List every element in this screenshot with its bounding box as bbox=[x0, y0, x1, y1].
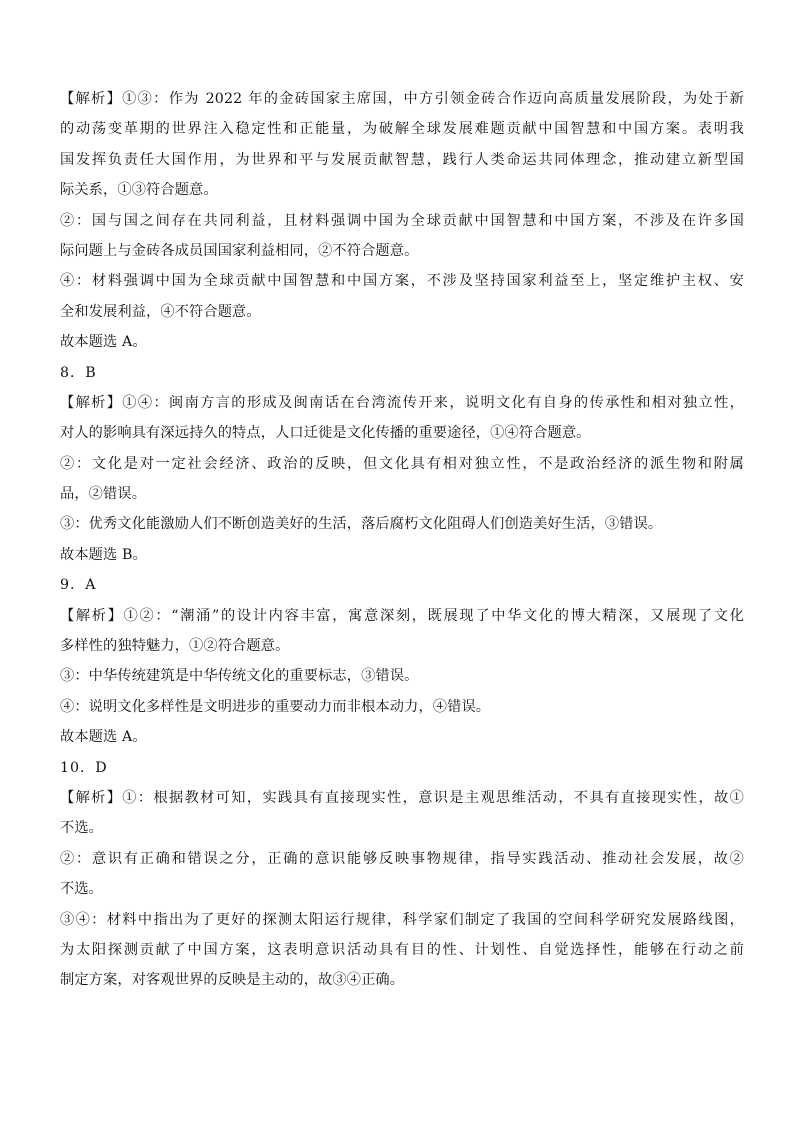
text-line: 故本题选 B。 bbox=[60, 546, 147, 563]
text-line: 故本题选 A。 bbox=[60, 729, 147, 746]
text-line: 为太阳探测贡献了中国方案，这表明意识活动具有目的性、计划性、自觉选择性，能够在行动之前 bbox=[60, 941, 744, 958]
text-line: 品，②错误。 bbox=[60, 486, 147, 503]
text-line: 不选。 bbox=[60, 881, 104, 898]
text-line: 际问题上与金砖各成员国国家利益相同，②不符合题意。 bbox=[60, 242, 419, 259]
text-line: ②：国与国之间存在共同利益，且材料强调中国为全球贡献中国智慧和中国方案，不涉及在许多国 bbox=[60, 212, 744, 229]
text-line: 的动荡变革期的世界注入稳定性和正能量，为破解全球发展难题贡献中国智慧和中国方案。表明我 bbox=[60, 121, 744, 138]
text-line: ③：中华传统建筑是中华传统文化的重要标志，③错误。 bbox=[60, 668, 419, 685]
text-line: 国发挥负责任大国作用，为世界和平与发展贡献智慧，践行人类命运共同体理念，推动建立新型国 bbox=[60, 151, 744, 168]
question-answer-10: 10．D bbox=[60, 759, 108, 776]
text-line: 【解析】①：根据教材可知，实践具有直接现实性，意识是主观思维活动，不具有直接现实性，故① bbox=[60, 789, 744, 806]
text-line: 【解析】①④：闽南方言的形成及闽南话在台湾流传开来，说明文化有自身的传承性和相对独立性， bbox=[60, 394, 744, 411]
text-line: 全和发展利益，④不符合题意。 bbox=[60, 303, 261, 320]
text-line: 多样性的独特魅力，①②符合题意。 bbox=[60, 638, 290, 655]
text-line: 【解析】①③：作为 2022 年的金砖国家主席国，中方引领金砖合作迈向高质量发展阶段，为处于新 bbox=[60, 91, 744, 107]
answer-explanation-body bbox=[60, 89, 744, 1001]
text-line: ②：意识有正确和错误之分，正确的意识能够反映事物规律，指导实践活动、推动社会发展，故② bbox=[60, 850, 744, 867]
text-line: 制定方案，对客观世界的反映是主动的，故③④正确。 bbox=[60, 972, 405, 989]
question-answer-8: 8．B bbox=[60, 364, 97, 381]
text-line: ②：文化是对一定社会经济、政治的反映，但文化具有相对独立性，不是政治经济的派生物和附属 bbox=[60, 455, 744, 472]
text-line: 故本题选 A。 bbox=[60, 334, 147, 351]
text-line: ④：材料强调中国为全球贡献中国智慧和中国方案，不涉及坚持国家利益至上，坚定维护主权、安 bbox=[60, 273, 744, 290]
text-line: 不选。 bbox=[60, 820, 104, 837]
text-line: 【解析】①②：“潮涌”的设计内容丰富，寓意深刻，既展现了中华文化的博大精深，又展现了文化 bbox=[60, 607, 744, 624]
text-line: 对人的影响具有深远持久的特点，人口迁徙是文化传播的重要途径，①④符合题意。 bbox=[60, 425, 591, 442]
text-line: ③：优秀文化能激励人们不断创造美好的生活，落后腐朽文化阻碍人们创造美好生活，③错误。 bbox=[60, 516, 663, 533]
text-line: ④：说明文化多样性是文明进步的重要动力而非根本动力，④错误。 bbox=[60, 698, 491, 715]
text-line: ③④：材料中指出为了更好的探测太阳运行规律，科学家们制定了我国的空间科学研究发展路线图， bbox=[60, 911, 744, 928]
text-line: 际关系，①③符合题意。 bbox=[60, 182, 218, 199]
question-answer-9: 9．A bbox=[60, 577, 97, 594]
